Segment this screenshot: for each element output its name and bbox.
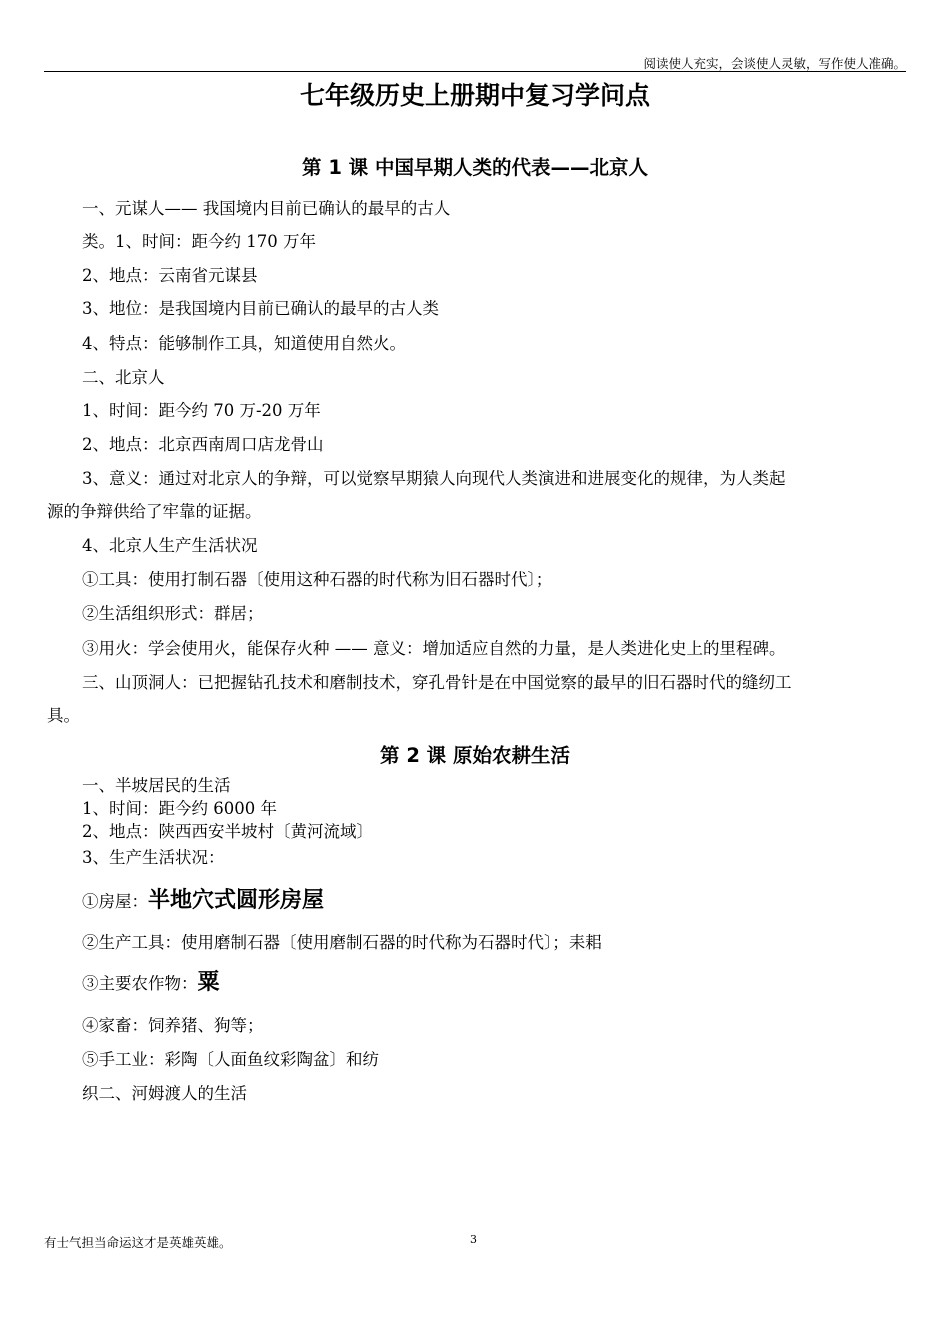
document-title: 七年级历史上册期中复习学问点 [299,81,650,110]
lesson-1-line: ②生活组织形式：群居； [82,604,264,623]
header-motto: 阅读使人充实，会谈使人灵敏，写作使人准确。 [643,56,906,71]
lesson-1-line: 3、意义：通过对北京人的争辩，可以觉察早期猿人向现代人类演进和进展变化的规律，为人类起 [82,469,786,488]
lesson-1-line: 2、地点：北京西南周口店龙骨山 [82,435,324,454]
lesson-1-line: ①工具：使用打制石器〔使用这种石器的时代称为旧石器时代〕； [82,570,553,589]
lesson-2-line: 3、生产生活状况： [82,848,225,867]
page-number: 3 [470,1233,477,1246]
hemudu-line: 织二、河姆渡人的生活 [82,1084,247,1103]
lesson-1-line: ③用火：学会使用火，能保存火种 —— 意义：增加适应自然的力量，是人类进化史上的里程碑。 [82,639,786,658]
handicraft-item: ⑤手工业：彩陶〔人面鱼纹彩陶盆〕和纺 [82,1050,379,1069]
lesson-1-line: 源的争辩供给了牢靠的证据。 [47,502,262,521]
lesson-1-line: 4、北京人生产生活状况 [82,536,258,555]
lesson-1-line: 2、地点：云南省元谋县 [82,266,258,285]
lesson-1-line: 4、特点：能够制作工具，知道使用自然火。 [82,334,406,353]
lesson-2-line: 1、时间：距今约 6000 年 [82,799,277,818]
footer-motto: 有士气担当命运这才是英雄英雄。 [44,1235,232,1250]
lesson-1-line: 一、元谋人—— 我国境内目前已确认的最早的古人 [82,199,451,218]
crop-item [82,971,220,996]
house-value: 半地穴式圆形房屋 [148,888,325,913]
tools-item: ②生产工具：使用磨制石器〔使用磨制石器的时代称为石器时代〕；耒耜 [82,933,602,952]
lesson-1-heading: 第 1 课 中国早期人类的代表——北京人 [302,156,648,179]
lesson-1-line: 二、北京人 [82,368,165,387]
crop-value: 粟 [197,970,220,995]
lesson-2-line: 一、半坡居民的生活 [82,776,231,795]
crop-label: ③主要农作物： [82,974,198,993]
lesson-2-heading: 第 2 课 原始农耕生活 [380,744,570,767]
lesson-1-line: 3、地位：是我国境内目前已确认的最早的古人类 [82,299,439,318]
lesson-2-line: 2、地点：陕西西安半坡村〔黄河流域〕 [82,822,373,841]
lesson-1-line: 类。1、时间：距今约 170 万年 [82,232,316,251]
house-item [82,889,324,914]
header-divider [44,71,906,72]
lesson-1-line: 三、山顶洞人：已把握钻孔技术和磨制技术，穿孔骨针是在中国觉察的最早的旧石器时代的缝纫工 [82,673,792,692]
livestock-item: ④家畜：饲养猪、狗等； [82,1016,264,1035]
house-label: ①房屋： [82,892,148,911]
lesson-1-line: 具。 [47,706,80,725]
lesson-1-line: 1、时间：距今约 70 万-20 万年 [82,401,321,420]
